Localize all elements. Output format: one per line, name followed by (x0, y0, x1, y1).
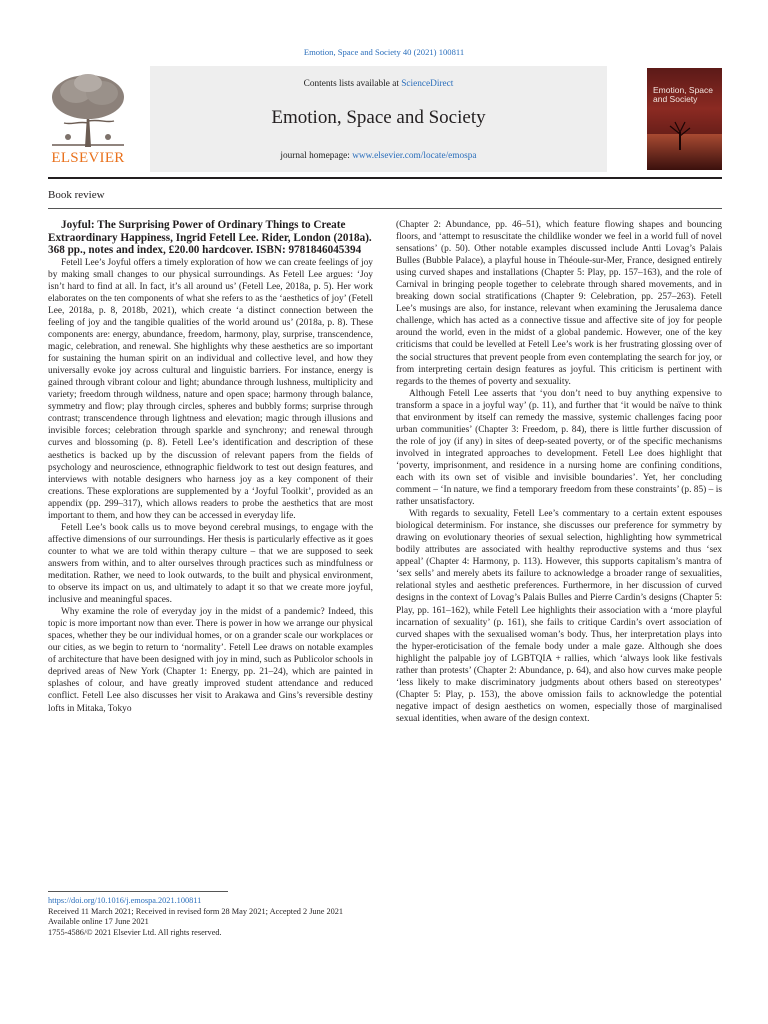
homepage-link[interactable]: www.elsevier.com/locate/emospa (352, 151, 477, 161)
masthead-rule (48, 177, 722, 179)
doi-link[interactable]: https://doi.org/10.1016/j.emospa.2021.100811 (48, 896, 202, 905)
section-rule (48, 208, 722, 209)
contents-line (150, 79, 607, 89)
cover-tree-icon (667, 120, 693, 150)
journal-cover-image[interactable] (647, 68, 722, 170)
elsevier-wordmark: ELSEVIER (51, 150, 125, 166)
right-column (396, 219, 722, 725)
cover-title: Emotion, Space and Society (653, 85, 714, 104)
left-paragraph-3: Why examine the role of everyday joy in the midst of a pandemic? Indeed, this topic is more important now than ever. There is power in how we arrange our physical spaces, whether they be our individual homes, or on a grander scale our workplaces or our cities, as we begin to return to ‘normality’. Fetell Lee draws on notable examples of architecture that have been designed with joy in mind, such as Publicolor schools in deprived areas of New York (Chapter 1: Energy, pp. 21–24), which are painted in splashes of colour, and have greatly improved student attendance and reduced conflict. Fetell Lee also discusses her visit to Arakawa and Gins’s reversible destiny lofts in Mitaka, Tokyo (48, 607, 373, 714)
elsevier-logo (48, 69, 128, 167)
right-paragraph-1: (Chapter 2: Abundance, pp. 46–51), which feature flowing shapes and bouncing floors, and ‘attempt to resuscitate the childlike wonder we feel in a world full of novel sensations’ (p. 50). Other notable examples discussed include Antti Lovag’s Palais Bulles (Bubble Palace), a playful house in Théoule-sur-Mer, France, designed entirely using curved shapes and installations (Chapter 5: Play, pp. 157–163), and the role of Carnival in bringing people together to celebrate through shared movements, and in breaking down social stratifications (Chapter 9: Celebration, pp. 257–263). Fetell Lee’s musings are also, for instance, relevant when examining the Jerusalema dance challenge, which has acted as a connective tissue and affective site of joy for people around the world, even in the midst of a global pandemic. However, one of the key criticisms that could be levelled at Fetell Lee’s work is her frustrating glossing over of the social structures that prevent people from even contemplating the search for joy, or from interpreting certain design features as joyful. This criticism is pertinent with regards to the themes of poverty and sexuality. (396, 220, 722, 387)
journal-title: Emotion, Space and Society (271, 107, 486, 128)
article-footer (48, 896, 343, 938)
left-column (48, 219, 373, 715)
right-paragraph-2: Although Fetell Lee asserts that ‘you don’t need to buy anything expensive to transform a space in a joyful way’ (p. 11), and further that ‘it would be naïve to think that environment by itself can remedy the massive, systemic challenges facing poor urban communities’ (Chapter 3: Freedom, p. 84), there is little further discussion of the role of joy (if any) in sites of deep-seated poverty, or of the specific mechanisms involved in integrated approaches to development. Fetell Lee does highlight that ‘poverty, imprisonment, and residence in a nursing home are confining conditions, each with its own set of visible and invisible boundaries’. Yet, her concluding comment – ‘In nature, we find a temporary freedom from these constraints’ (p. 85) – is rather unsatisfactory. (396, 388, 722, 508)
homepage-prefix: journal homepage: (280, 151, 353, 161)
contents-prefix: Contents lists available at (303, 79, 402, 89)
section-label: Book review (48, 189, 105, 201)
journal-banner (150, 66, 607, 172)
review-title: Joyful: The Surprising Power of Ordinary Things to Create Extraordinary Happiness, Ingrid Fetell Lee. Rider, London (2018a). 368 pp., notes and index, £20.00 hardcover. ISBN: 9781846045394 (48, 219, 372, 257)
sciencedirect-link[interactable]: ScienceDirect (401, 79, 454, 89)
homepage-line (150, 151, 607, 161)
copyright-line: 1755-4586/© 2021 Elsevier Ltd. All rights reserved. (48, 927, 222, 937)
right-paragraph-3: With regards to sexuality, Fetell Lee’s commentary to a certain extent espouses biological determinism. For instance, she discusses our preference for symmetry by drawing on evolutionary theories of sexual selection, highlighting how symmetrical bodily attributes are associated with healthy reproductive systems and thus ‘sex appeal’ (Chapter 4: Harmony, p. 113). However, this supports capitalism’s mantra of ‘sex sells’ and merely abets its failure to acknowledge a broader range of sexualities, relational styles and aesthetic preferences. Furthermore, in her discussion of curved designs in the context of Lovag’s Palais Bulles and Pierre Cardin’s designs (Chapter 5: Play, pp. 161–162), while Fetell Lee highlights their association with a ‘more playful incarnation of sexuality’ (p. 161), she fails to critique Cardin’s overt association of curved shapes with the sexualised woman’s body. Thus, her interpretation plays into the hyper-eroticisation of the female body under a male gaze. Although she does highlight the palpable joy of LGBTQIA + rallies, which ‘always look like festivals rather than protests’ (Chapter 2: Abundance, p. 64), and also how curves make people ‘less likely to make discriminatory judgments about others based on stereotypes’ (Chapter 5: Play, p. 153), the above omission fails to acknowledge the potential negative impact of design aesthetics on women, especially those of marginalised sexual identities, when aware of the design context. (396, 509, 722, 724)
left-paragraph-2: Fetell Lee’s book calls us to move beyond cerebral musings, to engage with the affective dimensions of our surroundings. Her thesis is particularly effective as it goes counter to what we are told within therapy culture – that we are supposed to seek answers from within, and to alter ourselves through practices such as mindfulness or meditation. Rather, we need to look outwards, to the built and physical environment, to observe its impact on us, and ultimately to adapt it so that we create more joyful, inclusive and meaningful spaces. (48, 522, 373, 606)
footer-rule (48, 891, 228, 892)
masthead (48, 66, 722, 172)
received-dates: Received 11 March 2021; Received in revised form 28 May 2021; Accepted 2 June 2021 (48, 906, 344, 916)
left-paragraph-1: Fetell Lee’s Joyful offers a timely exploration of how we can create feelings of joy by making small changes to our physical surroundings. As Fetell Lee argues: ‘Joy isn’t hard to find at all. In fact, it’s all around us’ (Fetell Lee, 2018a, p. 5). Her work elaborates on the ten components of what she refers to as the ‘aesthetics of joy’ (Fetell Lee, 2018a, p. 8, 2018b, 2021), which create ‘a distinct connection between the feeling of joy and the tangible qualities of the world around us’ (2018a, p. 8). These components are: energy, abundance, freedom, harmony, play, surprise, transcendence, magic, celebration, and renewal. She highlights why these aesthetics are so important for sustaining the human spirit on an individual and collective level, and how they universally evoke joy across cultural and linguistic barriers. For instance, energy is gained through vibrant colour and light; abundance through lushness, multiplicity and variety; freedom through wildness, nature and open space; harmony through balance, symmetry and flow; play through circles, spheres and bubbly forms; surprise through contrast; transcendence through lightness and elevation; magic through illusions and invisible forces; celebration through sparkle and synchrony; and renewal through curves and blossoming (p. 8). Fetell Lee’s identification and description of these aesthetics is backed up by the discussion of relevant papers from the fields of psychology and neuroscience, ethnographic fieldwork to test out design features, and interviews with notable designers who harness joy as a key component of their creations. These explorations are supplemented by a ‘Joyful Toolkit’, provided as an appendix (pp. 299–317), which allows readers to probe the aesthetics that are most important to them, and how they can be accessed in everyday life. (48, 257, 373, 521)
tree-icon (48, 69, 128, 149)
journal-reference[interactable]: Emotion, Space and Society 40 (2021) 100811 (303, 47, 465, 57)
online-date: Available online 17 June 2021 (48, 917, 149, 926)
